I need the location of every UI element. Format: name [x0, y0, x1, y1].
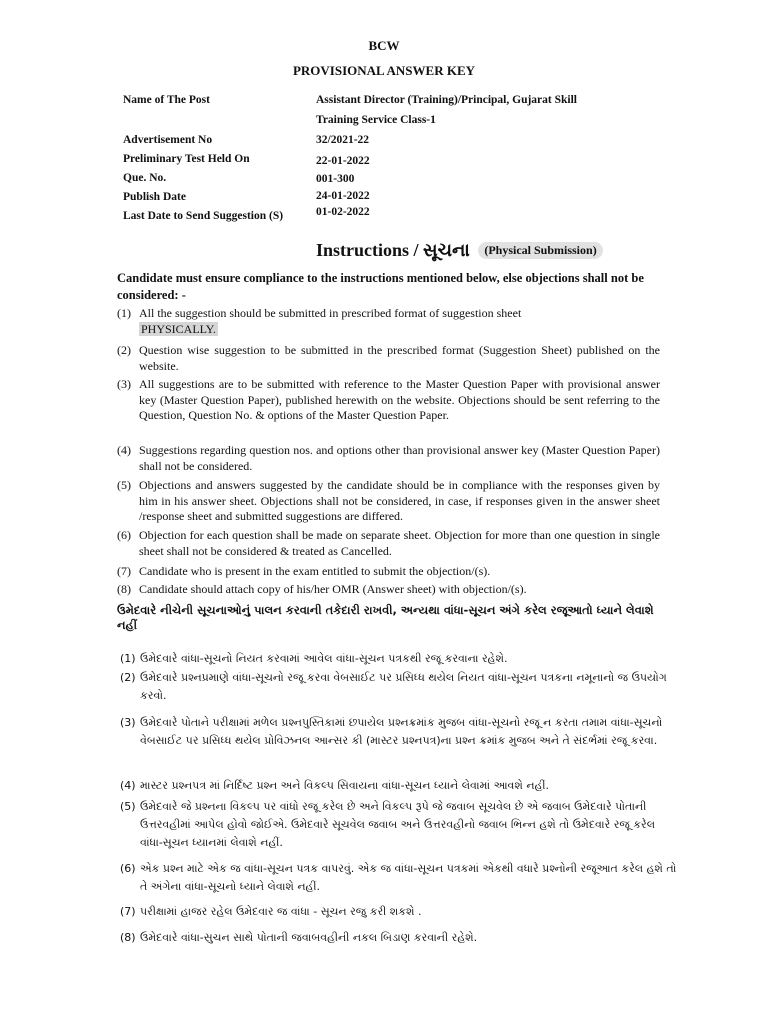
gujarati-intro: ઉમેદવારે નીચેની સૂચનાઓનું પાલન કરવાની તકેદારી રાખવી, અન્યથા વાંધા-સૂચન અંગે કરેલ રજૂઆતો ધ્યાને લેવાશે નહીં [117, 603, 654, 632]
instruction-number: (4) [117, 443, 131, 457]
gujarati-item [120, 669, 680, 705]
instructions-intro: Candidate must ensure compliance to the instructions mentioned below, else objections shall not be considered: - [117, 271, 644, 302]
gujarati-item-text: ઉમેદવારે જે પ્રશ્નના વિકલ્પ પર વાંધો રજૂ કરેલ છે અને વિકલ્પ રૂપે જે જવાબ સૂચવેલ છે એ જવાબ ઉમેદવારે પોતાની ઉત્તરવહીમાં આપેલ હોવો જોઈએ. ઉમેદવારે સૂચવેલ જવાબ અને ઉત્તરવહીનો જવાબ ભિન્ન હશે તો ઉમેદવારે રજૂ કરેલ વાંધા-સૂચન ધ્યાનમાં લેવાશે નહીં. [140, 800, 656, 849]
gujarati-item [120, 650, 680, 668]
gujarati-item-text: ઉમેદવારે પ્રશ્નપ્રમાણે વાંધા-સૂચનો રજૂ કરવા વેબસાઈટ પર પ્રસિધ્ધ થયેલ નિયત વાંધા-સૂચન પત્રકના નમૂનાનો જ ઉપયોગ કરવો. [140, 671, 667, 702]
instruction-text: Question wise suggestion to be submitted in the prescribed format (Suggestion Sheet) published on the website. [139, 343, 660, 373]
instruction-item [117, 343, 660, 374]
gujarati-item-number: (5) [120, 800, 136, 813]
meta-label-test-date: Preliminary Test Held On [123, 153, 250, 165]
instruction-number: (8) [117, 582, 131, 596]
instruction-text: All the suggestion should be submitted in prescribed format of suggestion sheet [139, 306, 522, 320]
gujarati-item-number: (3) [120, 716, 136, 729]
instruction-number: (5) [117, 478, 131, 492]
meta-label-post: Name of The Post [123, 94, 210, 106]
instruction-item [117, 443, 660, 474]
gujarati-item-number: (2) [120, 671, 136, 684]
gujarati-item [120, 929, 680, 947]
instruction-text: All suggestions are to be submitted with reference to the Master Question Paper with provisional answer key (Master Question Paper), published herewith on the website. Objections should be sent referring to the Question, Question No. & options of the Master Question Paper. [139, 377, 660, 422]
meta-label-publish-date: Publish Date [123, 191, 186, 203]
document-code: BCW [368, 38, 400, 53]
instruction-number: (7) [117, 564, 131, 578]
instruction-text: Candidate who is present in the exam entitled to submit the objection/(s). [139, 564, 491, 578]
meta-label-que-no: Que. No. [123, 172, 167, 184]
instruction-item [117, 306, 660, 337]
meta-value-advertisement: 32/2021-22 [316, 134, 370, 146]
instruction-number: (3) [117, 377, 131, 391]
instruction-text: Objections and answers suggested by the candidate should be in compliance with the responses given by him in his answer sheet. Objections shall not be considered, in case, if responses given in the answer sheet /response sheet and submitted suggestions are differed. [139, 478, 660, 523]
instruction-text: Candidate should attach copy of his/her OMR (Answer sheet) with objection/(s). [139, 582, 527, 596]
instruction-text: Objection for each question shall be made on separate sheet. Objection for more than one question in single sheet shall not be considered & treated as Cancelled. [139, 528, 660, 558]
gujarati-item-text: ઉમેદવારે પોતાને પરીક્ષામાં મળેલ પ્રશ્નપુસ્તિકામાં છપાયેલ પ્રશ્નક્રમાંક મુજબ વાંધા-સૂચનો રજૂ ન કરતા તમામ વાંધા-સૂચનો વેબસાઈટ પર પ્રસિધ્ધ થયેલ પ્રોવિઝનલ આન્સર કી (માસ્ટર પ્રશ્નપત્ર)ના પ્રશ્ન ક્રમાંક મુજબ અને તે સંદર્ભમાં રજૂ કરવા. [140, 716, 663, 747]
instructions-heading-text: Instructions / સૂચના [316, 240, 470, 260]
gujarati-item [120, 903, 680, 921]
meta-value-post: Assistant Director (Training)/Principal, Gujarat Skill Training Service Class-1 [316, 94, 577, 126]
physically-highlight: PHYSICALLY. [141, 321, 216, 336]
instruction-number: (1) [117, 306, 131, 320]
meta-label-advertisement: Advertisement No [123, 134, 213, 146]
physical-submission-badge: (Physical Submission) [478, 242, 602, 259]
gujarati-item [120, 714, 680, 750]
meta-value-que-no: 001-300 [316, 173, 355, 185]
meta-value-last-date: 01-02-2022 [316, 206, 370, 218]
meta-value-test-date: 22-01-2022 [316, 155, 370, 167]
document-title: PROVISIONAL ANSWER KEY [292, 63, 476, 78]
gujarati-item [120, 798, 680, 852]
instruction-item [117, 528, 660, 559]
gujarati-item-number: (4) [120, 779, 136, 792]
gujarati-item [120, 860, 680, 896]
gujarati-item-text: પરીક્ષામાં હાજર રહેલ ઉમેદવાર જ વાંધા - સૂચન રજુ કરી શકશે . [140, 905, 422, 918]
instruction-item [117, 377, 660, 424]
gujarati-item-text: માસ્ટર પ્રશ્નપત્ર માં નિર્દિષ્ટ પ્રશ્ન અને વિકલ્પ સિવાયના વાંધા-સૂચન ધ્યાને લેવામાં આવશે નહીં. [140, 779, 550, 792]
gujarati-item [120, 777, 680, 795]
gujarati-item-number: (1) [120, 652, 136, 665]
instruction-item [117, 564, 660, 580]
meta-label-last-date: Last Date to Send Suggestion (S) [123, 210, 284, 222]
gujarati-item-number: (8) [120, 931, 136, 944]
instructions-heading [316, 240, 603, 261]
gujarati-item-number: (6) [120, 862, 136, 875]
instruction-item [117, 582, 660, 598]
instruction-number: (6) [117, 528, 131, 542]
instruction-number: (2) [117, 343, 131, 357]
gujarati-item-number: (7) [120, 905, 136, 918]
gujarati-item-text: ઉમેદવારે વાંધા-સુચન સાથે પોતાની જવાબવહીની નકલ બિડાણ કરવાની રહેશે. [140, 931, 478, 944]
gujarati-item-text: ઉમેદવારે વાંધા-સૂચનો નિયત કરવામાં આવેલ વાંધા-સૂચન પત્રકથી રજૂ કરવાના રહેશે. [140, 652, 508, 665]
instruction-text: Suggestions regarding question nos. and options other than provisional answer key (Master Question Paper) shall not be considered. [139, 443, 660, 473]
meta-value-publish-date: 24-01-2022 [316, 190, 370, 202]
instruction-item [117, 478, 660, 525]
gujarati-item-text: એક પ્રશ્ન માટે એક જ વાંધા-સૂચન પત્રક વાપરવું. એક જ વાંધા-સૂચન પત્રકમાં એકથી વધારે પ્રશ્નોની રજૂઆત કરેલ હશે તો તે અંગેના વાંધા-સૂચનો ધ્યાને લેવાશે નહીં. [140, 862, 677, 893]
